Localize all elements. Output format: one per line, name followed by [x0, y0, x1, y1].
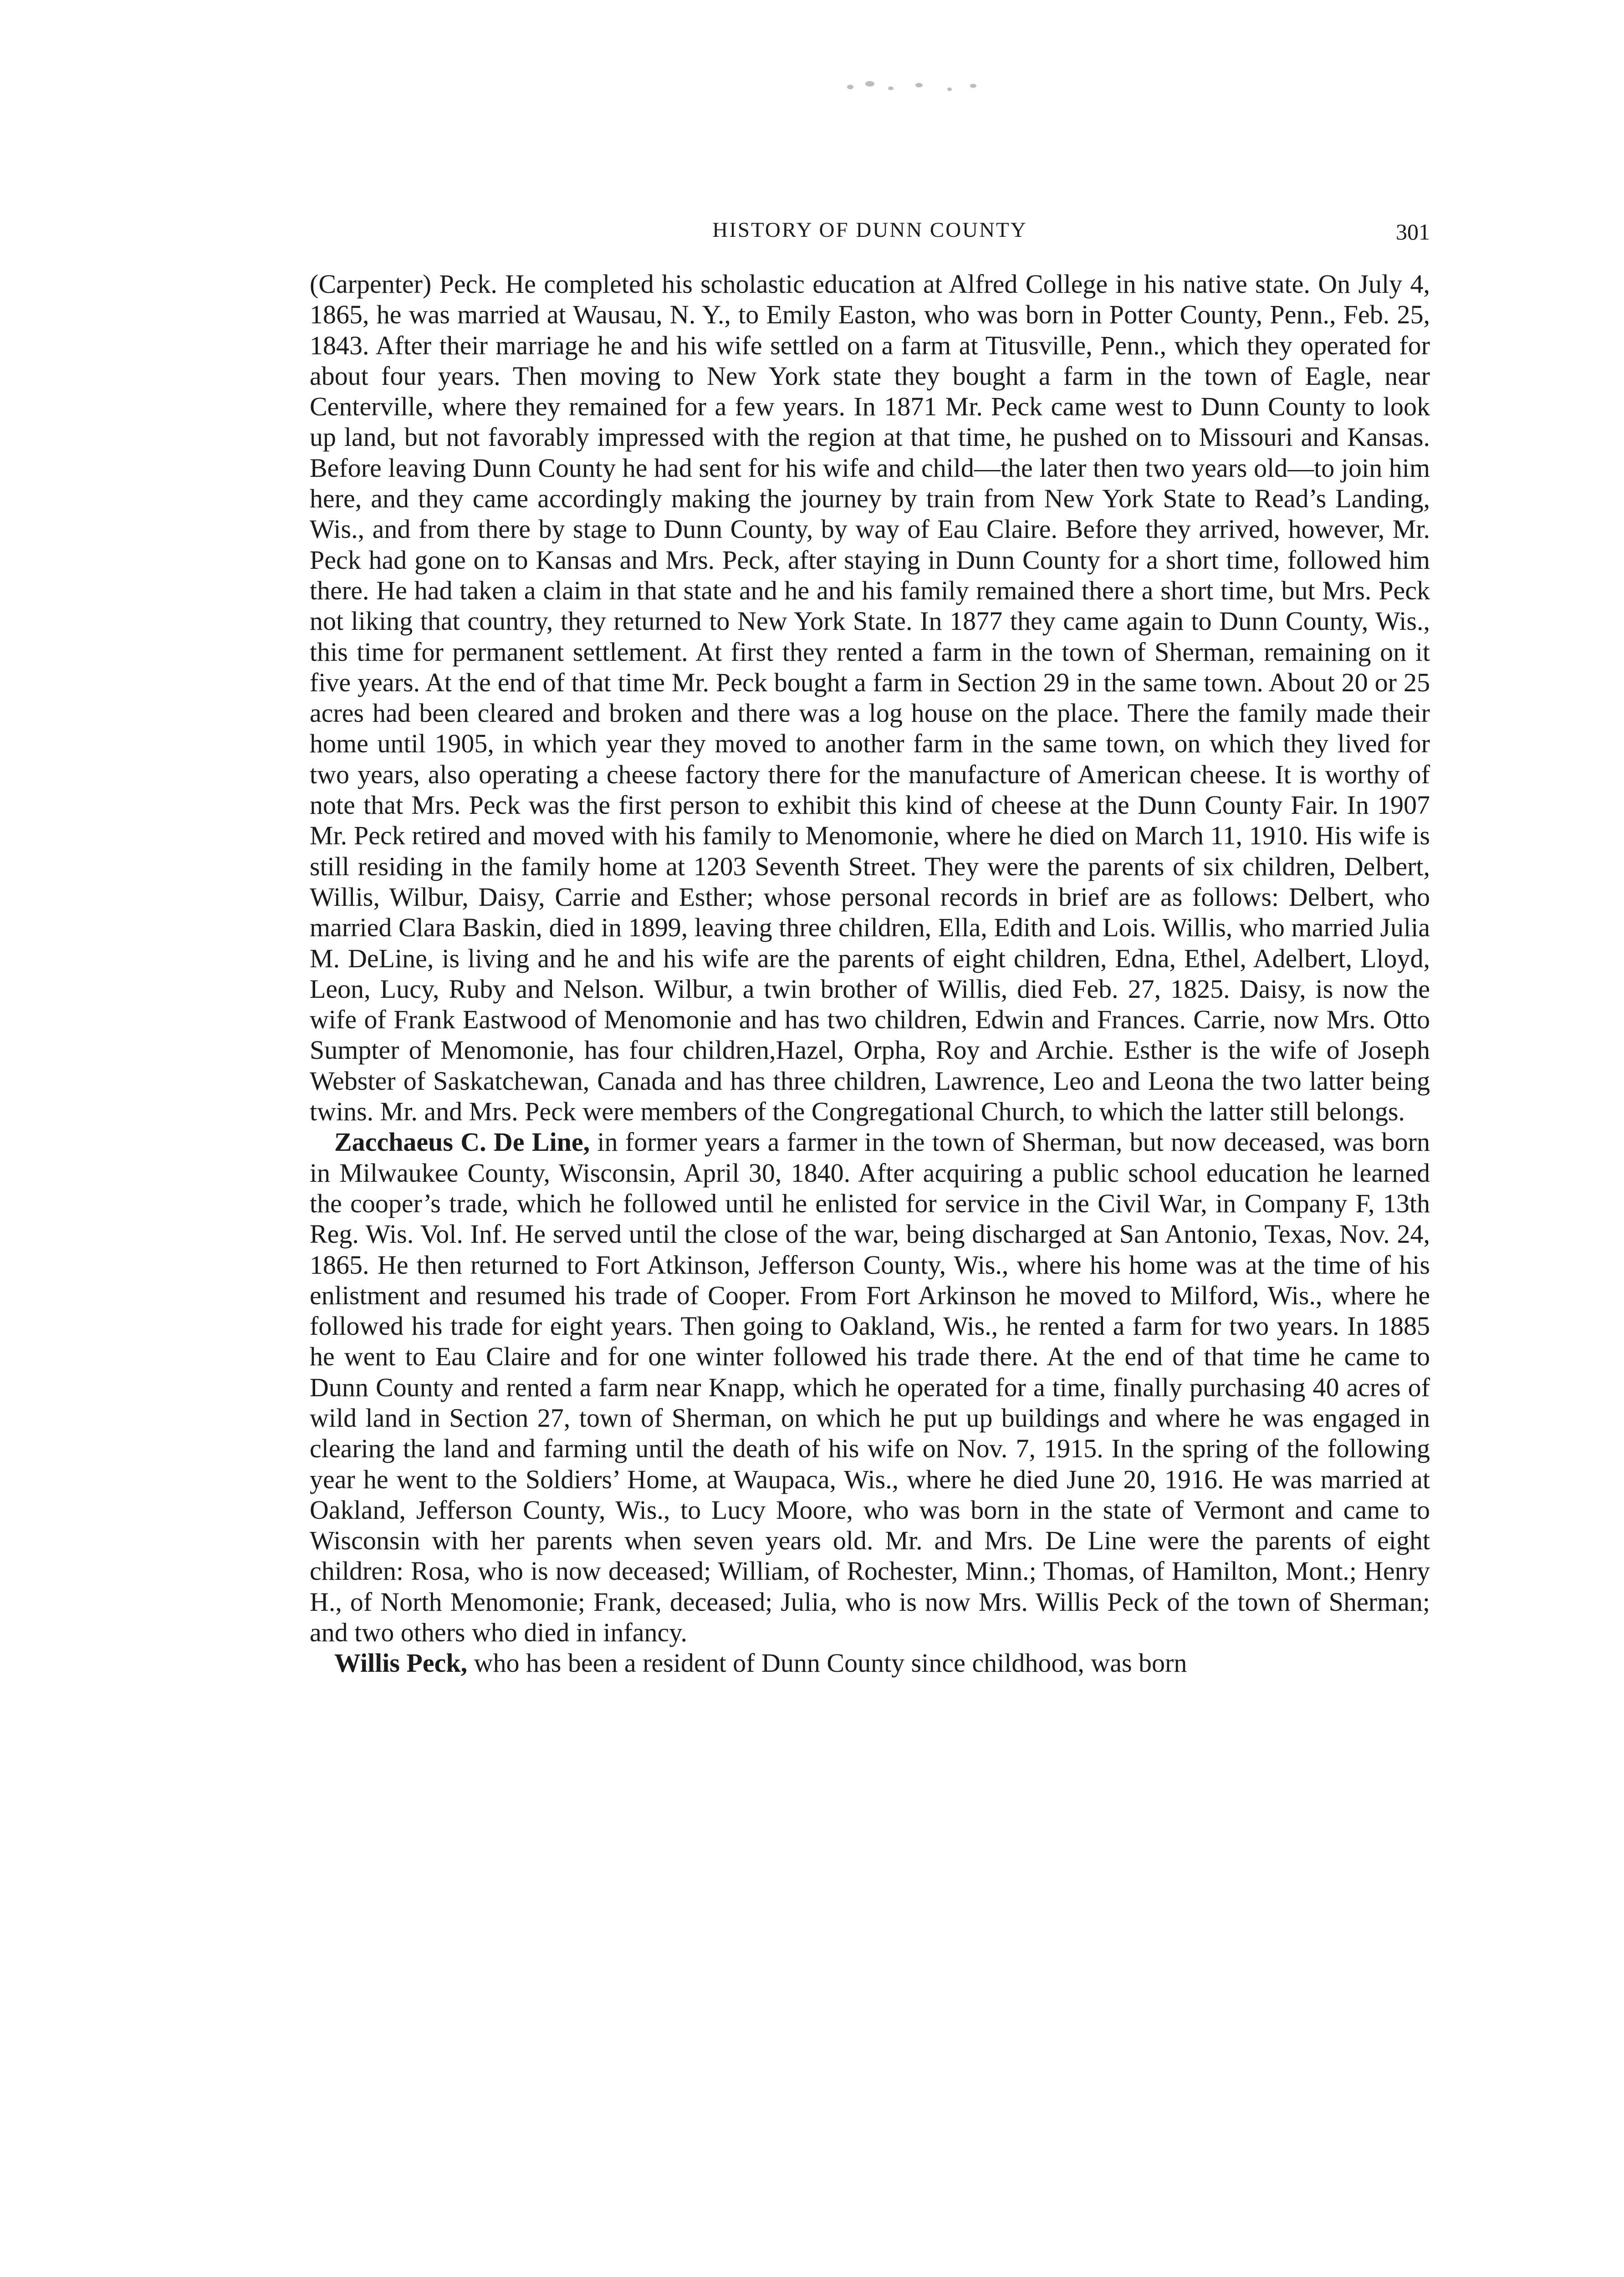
scan-speck [915, 83, 923, 87]
page-number: 301 [1396, 219, 1430, 245]
scan-speck [865, 81, 874, 87]
scan-speck [970, 84, 976, 88]
scan-speck [847, 85, 853, 89]
paragraph-willis-peck [310, 1648, 1430, 1678]
page-header [310, 218, 1430, 250]
entry-name: Zacchaeus C. De Line, [334, 1127, 590, 1157]
paragraph-text: (Carpenter) Peck. He completed his scholastic education at Alfred College in his native state. On July 4, 1865, he was married at Wausau, N. Y., to Emily Easton, who was born in Potter County, Penn., Feb. 25, 1843. After their marriage he and his wife settled on a farm at Titusville, Penn., which they operated for about four years. Then moving to New York state they bought a farm in the town of Eagle, near Centerville, where they remained for a few years. In 1871 Mr. Peck came west to Dunn County to look up land, but not favorably impressed with the region at that time, he pushed on to Missouri and Kansas. Before leaving Dunn County he had sent for his wife and child—the later then two years old—to join him here, and they came accordingly making the journey by train from New York State to Read’s Landing, Wis., and from there by stage to Dunn County, by way of Eau Claire. Before they arrived, however, Mr. Peck had gone on to Kansas and Mrs. Peck, after staying in Dunn County for a short time, followed him there. He had taken a claim in that state and he and his family remained there a short time, but Mrs. Peck not liking that country, they returned to New York State. In 1877 they came again to Dunn County, Wis., this time for permanent settlement. At first they rented a farm in the town of Sherman, remaining on it five years. At the end of that time Mr. Peck bought a farm in Section 29 in the same town. About 20 or 25 acres had been cleared and broken and there was a log house on the place. There the family made their home until 1905, in which year they moved to another farm in the same town, on which they lived for two years, also operating a cheese factory there for the manufacture of American cheese. It is worthy of note that Mrs. Peck was the first person to exhibit this kind of cheese at the Dunn County Fair. In 1907 Mr. Peck retired and moved with his family to Menomonie, where he died on March 11, 1910. His wife is still residing in the family home at 1203 Seventh Street. They were the parents of six children, Delbert, Willis, Wilbur, Daisy, Carrie and Esther; whose personal records in brief are as follows: Delbert, who married Clara Baskin, died in 1899, leaving three children, Ella, Edith and Lois. Willis, who married Julia M. DeLine, is living and he and his wife are the parents of eight children, Edna, Ethel, Adelbert, Lloyd, Leon, Lucy, Ruby and Nelson. Wilbur, a twin brother of Willis, died Feb. 27, 1825. Daisy, is now the wife of Frank Eastwood of Menomonie and has two children, Edwin and Frances. Carrie, now Mrs. Otto Sumpter of Menomonie, has four children,Hazel, Orpha, Roy and Archie. Esther is the wife of Joseph Webster of Saskatchewan, Canada and has three children, Lawrence, Leo and Leona the two latter being twins. Mr. and Mrs. Peck were members of the Congregational Church, to which the latter still belongs. [310, 269, 1430, 1127]
paragraph-text: who has been a resident of Dunn County since childhood, was born [467, 1648, 1187, 1678]
body-text [310, 269, 1430, 1679]
paragraph-peck-continued [310, 269, 1430, 1127]
running-title: HISTORY OF DUNN COUNTY [712, 218, 1027, 242]
scan-speck [947, 87, 952, 91]
paragraph-text: in former years a farmer in the town of Sherman, but now deceased, was born in Milwaukee County, Wisconsin, April 30, 1840. After acquiring a public school education he learned the cooper’s trade, which he followed until he enlisted for service in the Civil War, in Company F, 13th Reg. Wis. Vol. Inf. He served until the close of the war, being discharged at San Antonio, Texas, Nov. 24, 1865. He then returned to Fort Atkinson, Jefferson County, Wis., where his home was at the time of his enlistment and resumed his trade of Cooper. From Fort Arkinson he moved to Milford, Wis., where he followed his trade for eight years. Then going to Oakland, Wis., he rented a farm for two years. In 1885 he went to Eau Claire and for one winter followed his trade there. At the end of that time he came to Dunn County and rented a farm near Knapp, which he operated for a time, finally purchasing 40 acres of wild land in Section 27, town of Sherman, on which he put up buildings and where he was engaged in clearing the land and farming until the death of his wife on Nov. 7, 1915. In the spring of the following year he went to the Soldiers’ Home, at Waupaca, Wis., where he died June 20, 1916. He was married at Oakland, Jefferson County, Wis., to Lucy Moore, who was born in the state of Vermont and came to Wisconsin with her parents when seven years old. Mr. and Mrs. De Line were the parents of eight children: Rosa, who is now deceased; William, of Rochester, Minn.; Thomas, of Hamilton, Mont.; Henry H., of North Menomonie; Frank, deceased; Julia, who is now Mrs. Willis Peck of the town of Sherman; and two others who died in infancy. [310, 1127, 1430, 1648]
paragraph-de-line [310, 1127, 1430, 1648]
entry-name: Willis Peck, [334, 1648, 468, 1678]
scan-speck [888, 87, 894, 90]
